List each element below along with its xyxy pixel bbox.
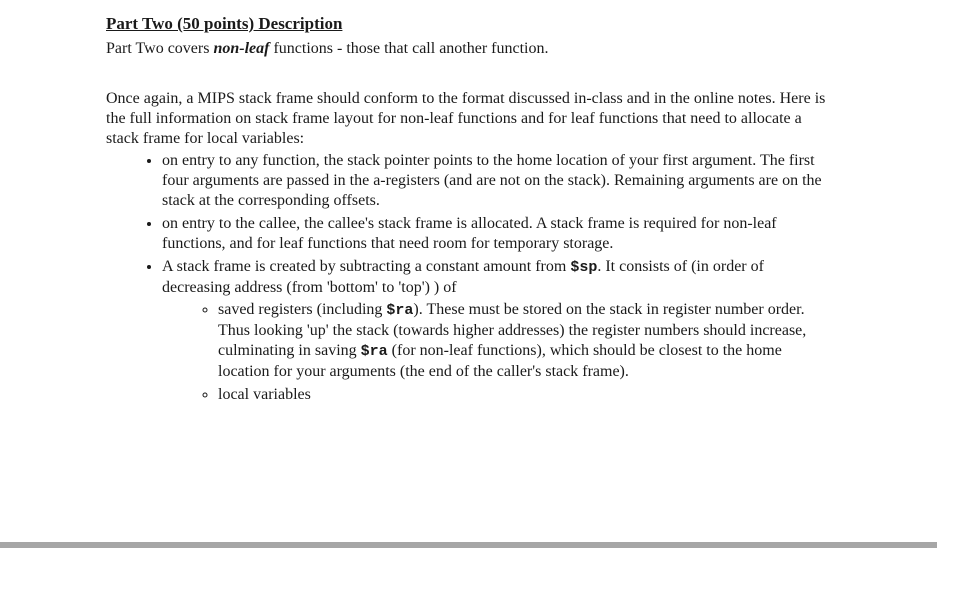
sub1-mid: ). These must be stored on the stack in register number order. Thus looking 'up' the stack (towards higher addresses) the register numbers should increase, culminating in saving bbox=[218, 301, 807, 359]
sub1-after: (for non-leaf functions), which should be closest to the home location for your arguments (the end of the caller's stack frame). bbox=[218, 342, 782, 380]
sub-bullet-list bbox=[162, 300, 836, 405]
bullet-list bbox=[106, 151, 836, 405]
ra-register-2: $ra bbox=[360, 343, 388, 360]
sub-bullet-local-variables: ◦ local variables bbox=[218, 385, 836, 405]
intro-emphasis: non-leaf bbox=[213, 40, 270, 57]
bullet3-after: . It consists of (in order of decreasing address (from 'bottom' to 'top') ) of bbox=[162, 258, 764, 296]
sp-register: $sp bbox=[570, 259, 598, 276]
bullet-entry-stack-pointer: • on entry to any function, the stack pointer points to the home location of your first argument. The first four arguments are passed in the a-registers (and are not on the stack). Remaining arguments are on the stack at the corresponding offsets. bbox=[162, 151, 836, 211]
sub1-before: saved registers (including bbox=[218, 301, 387, 318]
ra-register: $ra bbox=[386, 302, 414, 319]
sub-bullet-saved-registers bbox=[218, 300, 836, 382]
bullet3-before: A stack frame is created by subtracting a constant amount from bbox=[162, 258, 571, 275]
intro-after: functions - those that call another function. bbox=[269, 40, 549, 57]
page-divider bbox=[0, 542, 937, 548]
bullet-callee-frame: • on entry to the callee, the callee's stack frame is allocated. A stack frame is required for non-leaf functions, and for leaf functions that need room for temporary storage. bbox=[162, 214, 836, 254]
section-heading: Part Two (50 points) Description bbox=[106, 14, 343, 33]
intro-text bbox=[106, 39, 836, 59]
stack-frame-paragraph: Once again, a MIPS stack frame should conform to the format discussed in-class and in the online notes. Here is the full information on stack frame layout for non-leaf functions and for leaf functions that need to allocate a stack frame for local variables: bbox=[106, 90, 826, 147]
bullet-frame-creation bbox=[162, 257, 836, 405]
document-body bbox=[106, 13, 836, 405]
intro-before: Part Two covers bbox=[106, 40, 214, 57]
